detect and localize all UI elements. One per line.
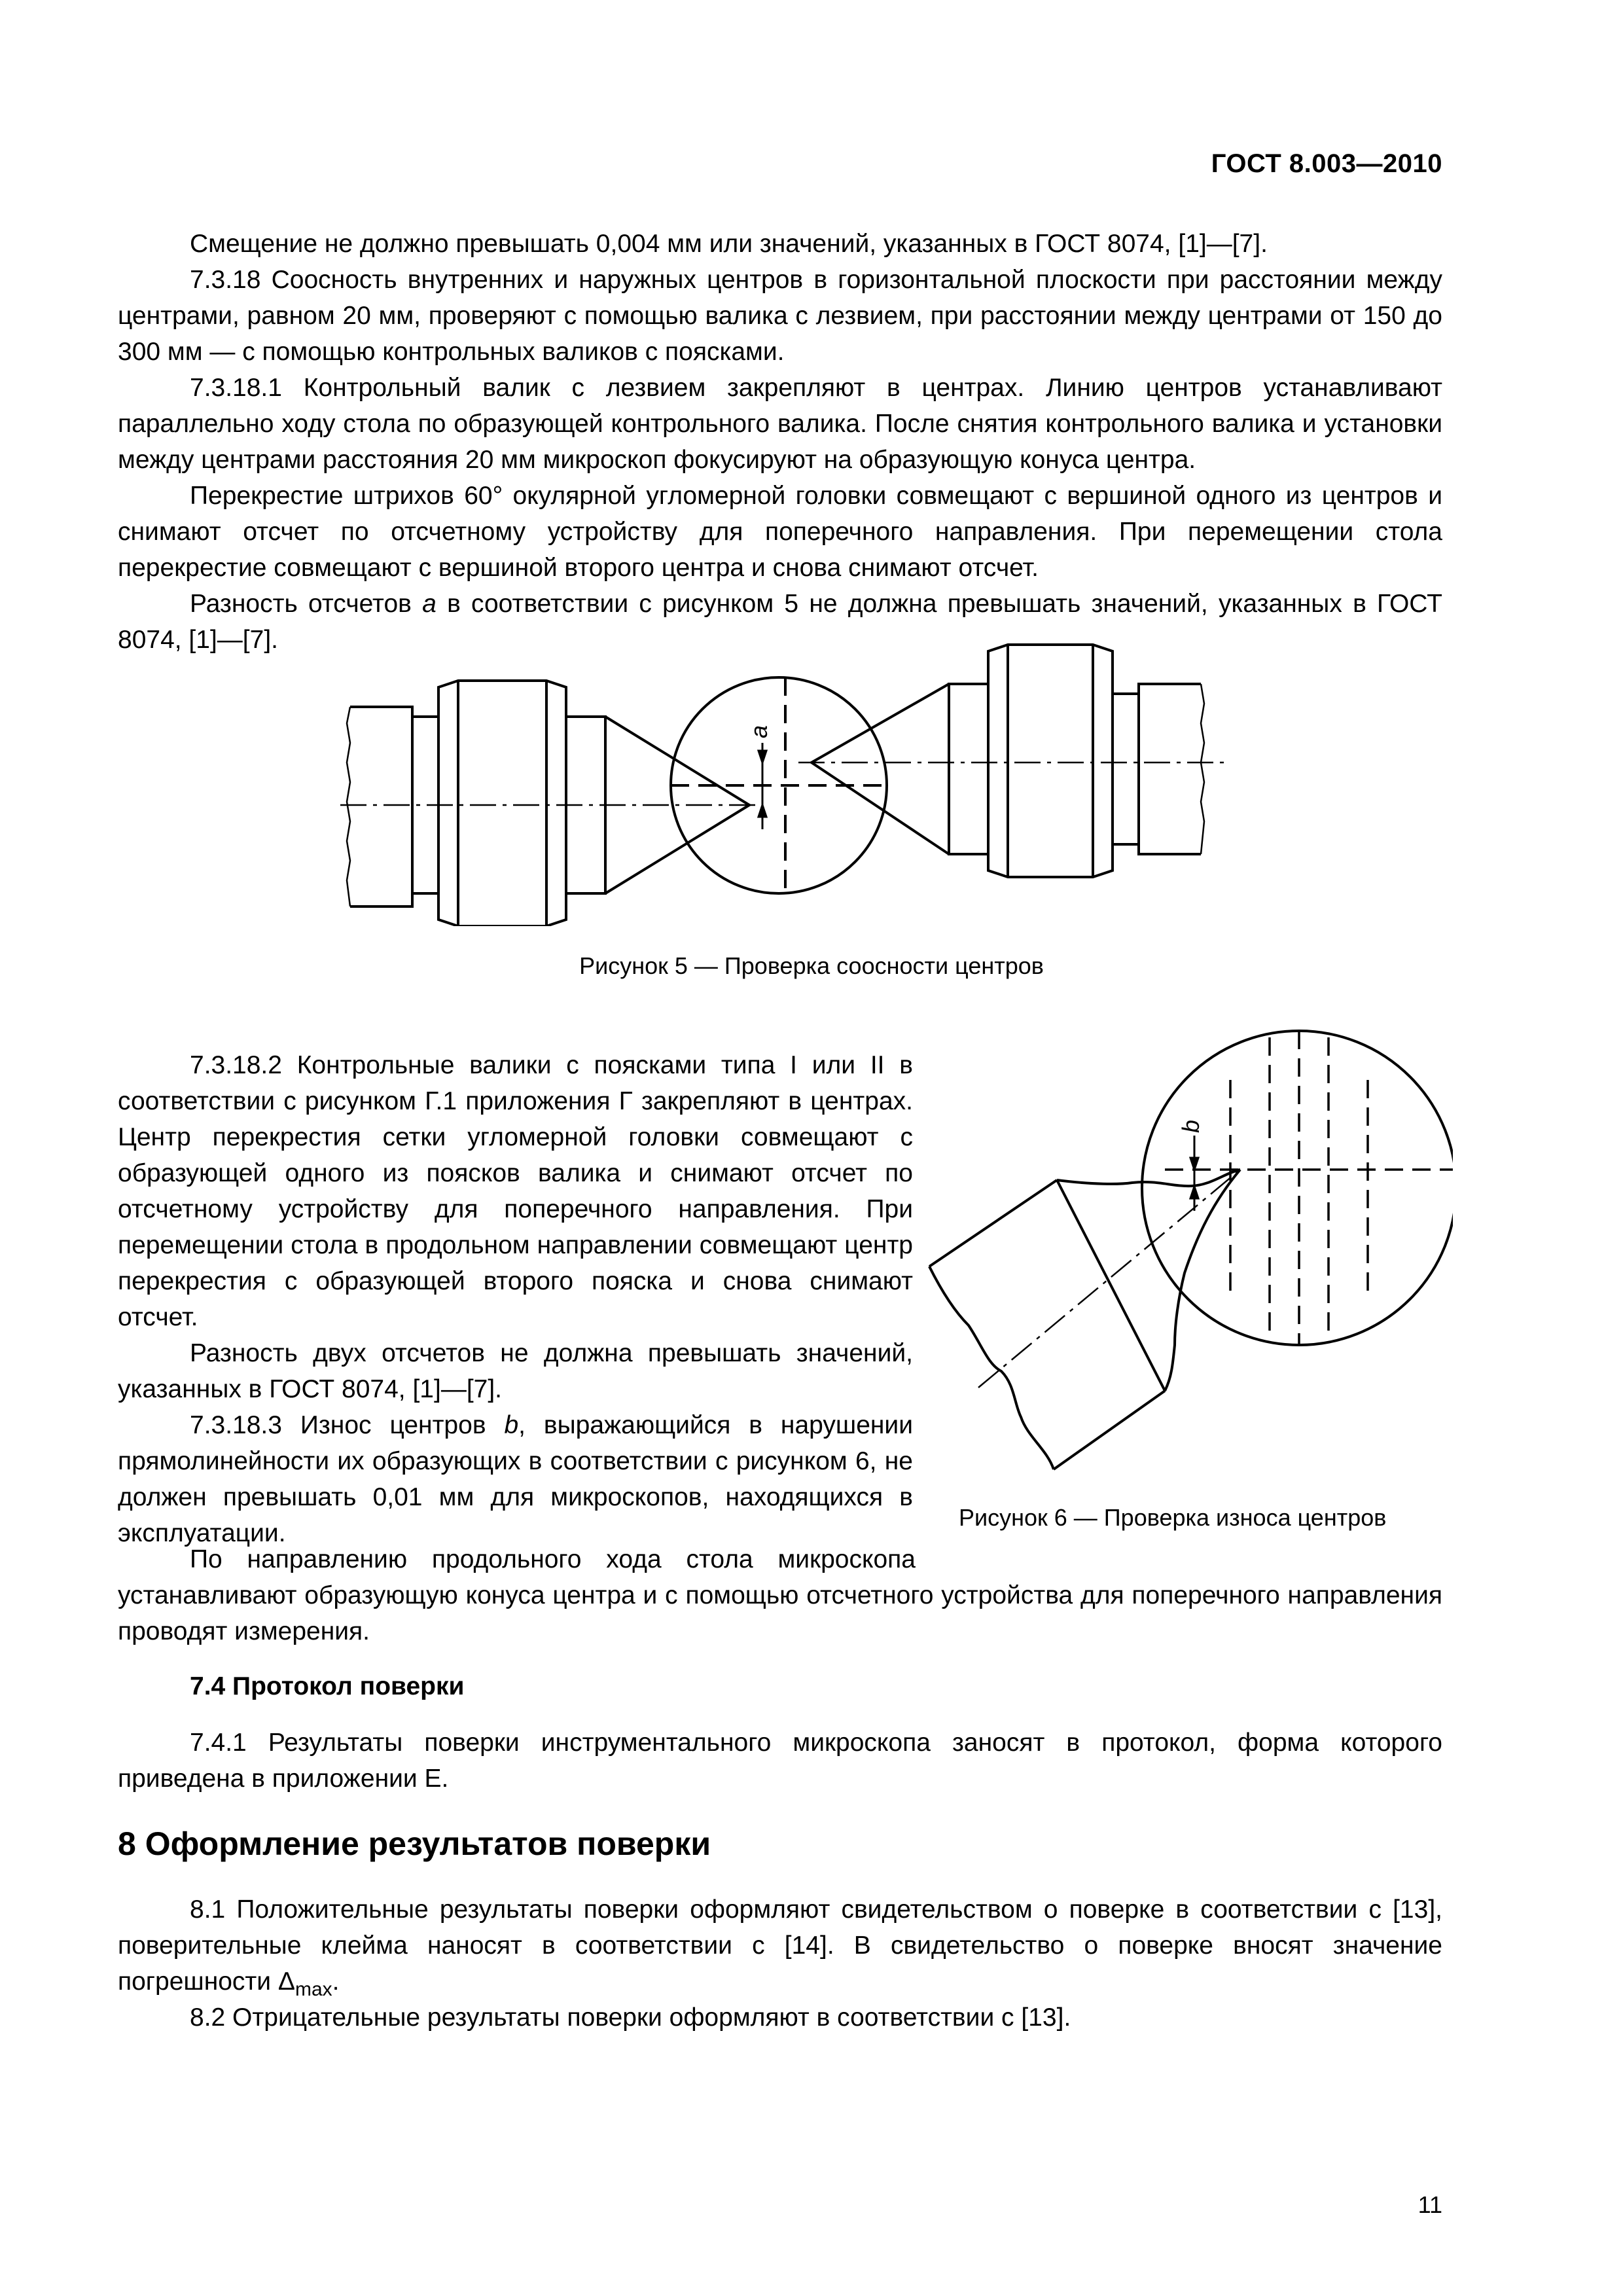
paragraph-7-3-18-3 (118, 1407, 913, 1551)
text-run: . (332, 1967, 340, 1996)
paragraph-7-3-18: 7.3.18 Соосность внутренних и наружных центров в горизонтальной плоскости при расстоянии между центрами, равном 20 мм, проверяют с помощью валика с лезвием, при расстоянии между центрами от 150 до 300 мм — с помощью контрольных валиков с поясками. (118, 266, 1442, 366)
paragraph-crosshair: Перекрестие штрихов 60° окулярной угломерной головки совмещают с вершиной одного из центров и снимают отсчет по отсчетному устройству для поперечного направления. При перемещении стола перекрестие совмещают с вершиной второго центра и снова снимают отсчет. (118, 482, 1442, 582)
paragraph-8-2: 8.2 Отрицательные результаты поверки оформляют в соответствии с [13]. (190, 2003, 1071, 2032)
text-run: 7.3.18.3 Износ центров (190, 1411, 505, 1439)
text-run: 8.1 Положительные результаты поверки оформляют свидетельством о поверке в соответствии с [13], поверительные клейма наносят в соответствии с [14]. В свидетельство о поверке вносят значение погрешности Δ (118, 1895, 1442, 1996)
section-heading-8: 8 Оформление результатов поверки (118, 1825, 711, 1862)
text-run: Разность отсчетов (190, 590, 423, 618)
subsection-heading-7-4: 7.4 Протокол поверки (190, 1672, 465, 1700)
figure-5-coaxiality-diagram (327, 638, 1243, 926)
document-id-header: ГОСТ 8.003—2010 (1211, 149, 1442, 178)
text-run: в соответствии с рисунком 5 не должна превышать значений, указанных в ГОСТ 8074, [1]—[7]. (118, 590, 1442, 654)
paragraph-offset-limit: Смещение не должно превышать 0,004 мм или значений, указанных в ГОСТ 8074, [1]—[7]. (190, 230, 1268, 258)
paragraph-7-3-18-2: 7.3.18.2 Контрольные валики с поясками типа I или II в соответствии с рисунком Г.1 приложения Г закрепляют в центрах. Центр перекрестия сетки угломерной головки совмещают с образующей одного из поясков валика и снимают отсчет по отсчетному устройству для поперечного направления. При перемещении стола в продольном направлении совмещают центр перекрестия с образующей второго пояска и снова снимают отсчет. (118, 1051, 913, 1331)
text-run: , выражающийся в нарушении прямолинейности их образующих в соответствии с рисунком 6, не должен превышать 0,01 мм для микроскопов, находящихся в эксплуатации. (118, 1411, 913, 1547)
paragraph-two-readings: Разность двух отсчетов не должна превышать значений, указанных в ГОСТ 8074, [1]—[7]. (118, 1339, 913, 1403)
variable-a: a (422, 590, 437, 618)
figure-5-caption: Рисунок 5 — Проверка соосности центров (579, 952, 1044, 979)
paragraph-7-3-18-1: 7.3.18.1 Контрольный валик с лезвием закрепляют в центрах. Линию центров устанавливают параллельно ходу стола по образующей контрольного валика. После снятия контрольного валика и установки между центрами расстояния 20 мм микроскоп фокусируют на образующую конуса центра. (118, 374, 1442, 474)
dimension-label-b: b (1177, 1119, 1204, 1134)
variable-b: b (504, 1411, 519, 1439)
figure-6-wear-diagram (916, 1018, 1453, 1489)
paragraph-7-4-1: 7.4.1 Результаты поверки инструментального микроскопа заносят в протокол, форма которого приведена в приложении Е. (118, 1729, 1442, 1793)
page-number: 11 (1418, 2191, 1442, 2218)
dimension-label-a: a (745, 725, 772, 739)
paragraph-8-1 (118, 1892, 1442, 2007)
figure-6-caption: Рисунок 6 — Проверка износа центров (959, 1504, 1387, 1531)
paragraph-longitudinal-travel-data (118, 1541, 1442, 1649)
subscript-max: max (294, 1978, 332, 2000)
paragraph-text: По направлению продольного хода стола микроскопа устанавливают образующую конуса центра и с помощью отсчетного устройства для поперечного направления проводят измерения. (118, 1545, 1442, 1645)
figure-6-wrap-spacer (916, 1541, 1442, 1577)
